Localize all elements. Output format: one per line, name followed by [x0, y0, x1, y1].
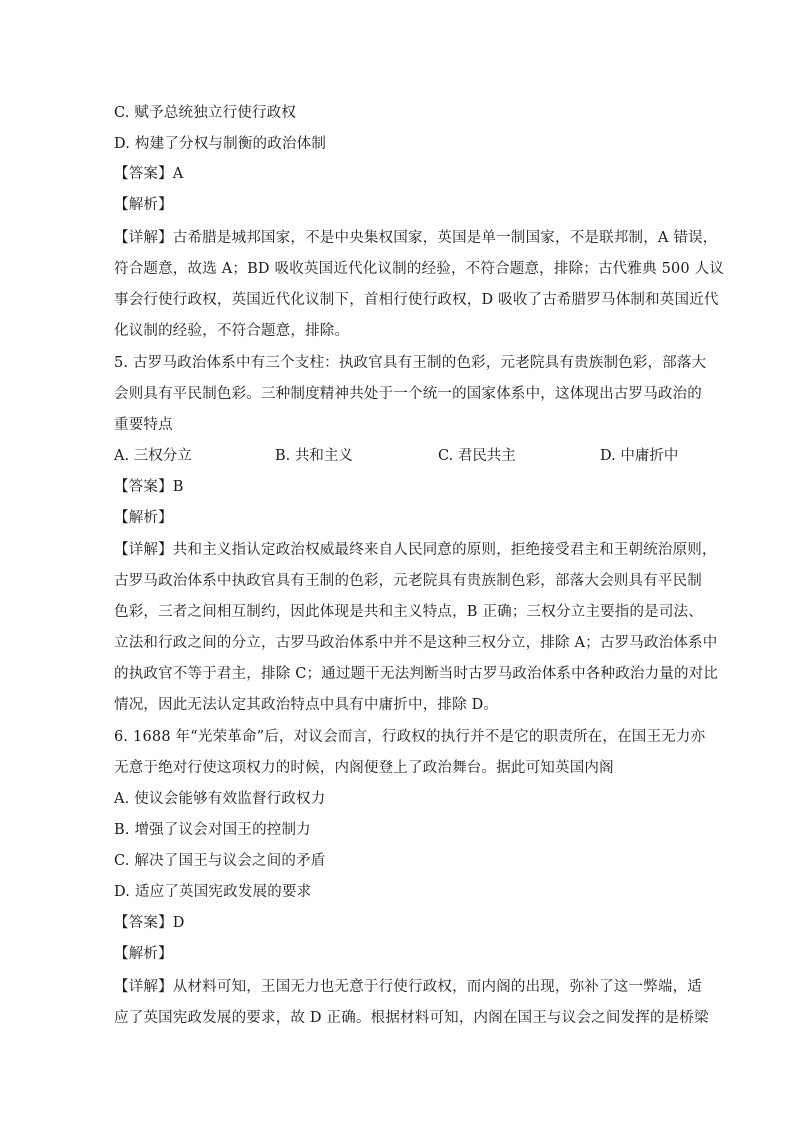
- q4-detail-line: 符合题意，故选 A；BD 吸收英国近代化议制的经验，不符合题意，排除；古代雅典 500 人议: [114, 261, 725, 277]
- q5-stem-line: 重要特点: [114, 417, 173, 433]
- q5-option-d: D. 中庸折中: [600, 448, 679, 464]
- q5-answer: 【答案】B: [114, 479, 184, 495]
- q4-detail-line: 【详解】古希腊是城邦国家，不是中央集权国家，英国是单一制国家，不是联邦制，A 错误，: [114, 230, 718, 246]
- q5-detail-line: 【详解】共和主义指认定政治权威最终来自人民同意的原则，拒绝接受君主和王朝统治原则，: [114, 542, 717, 558]
- q5-detail-line: 情况，因此无法认定其政治特点中具有中庸折中，排除 D。: [114, 697, 499, 713]
- q4-analysis-label: 【解析】: [114, 197, 173, 213]
- q5-option-a: A. 三权分立: [114, 448, 192, 464]
- q6-detail-line: 【详解】从材料可知，王国无力也无意于行使行政权，而内阁的出现，弥补了这一弊端，适: [114, 979, 702, 995]
- q5-stem-line: 5. 古罗马政治体系中有三个支柱：执政官具有王制的色彩，元老院具有贵族制色彩，部落大: [114, 355, 707, 371]
- q5-analysis-label: 【解析】: [114, 510, 173, 526]
- q4-answer: 【答案】A: [114, 166, 184, 182]
- q6-answer: 【答案】D: [114, 915, 185, 931]
- q6-analysis-label: 【解析】: [114, 946, 173, 962]
- q6-option-d: D. 适应了英国宪政发展的要求: [114, 884, 312, 900]
- q5-option-c: C. 君民共主: [438, 448, 516, 464]
- q4-detail-line: 化议制的经验，不符合题意，排除。: [114, 323, 350, 339]
- q4-detail-line: 事会行使行政权，英国近代化议制下，首相行使行政权，D 吸收了古希腊罗马体制和英国近代: [114, 292, 719, 308]
- q4-option-d: D. 构建了分权与制衡的政治体制: [114, 136, 327, 152]
- q5-stem-line: 会则具有平民制色彩。三种制度精神共处于一个统一的国家体系中，这体现出古罗马政治的: [114, 386, 702, 402]
- q5-detail-line: 色彩，三者之间相互制约，因此体现是共和主义特点，B 正确；三权分立主要指的是司法、: [114, 604, 703, 620]
- q6-option-a: A. 使议会能够有效监督行政权力: [114, 791, 326, 807]
- q6-stem-line: 6. 1688 年“光荣革命”后，对议会而言，行政权的执行并不是它的职责所在，在国王无力亦: [114, 729, 706, 745]
- q6-stem-line: 无意于绝对行使这项权力的时候，内阁便登上了政治舞台。据此可知英国内阁: [114, 760, 614, 776]
- q5-option-b: B. 共和主义: [275, 448, 353, 464]
- q6-option-b: B. 增强了议会对国王的控制力: [114, 822, 311, 838]
- q6-option-c: C. 解决了国王与议会之间的矛盾: [114, 853, 326, 869]
- q4-option-c: C. 赋予总统独立行使行政权: [114, 105, 297, 121]
- q5-detail-line: 古罗马政治体系中执政官具有王制的色彩，元老院具有贵族制色彩，部落大会则具有平民制: [114, 573, 702, 589]
- q5-detail-line: 的执政官不等于君主，排除 C；通过题干无法判断当时古罗马政治体系中各种政治力量的对比: [114, 666, 719, 682]
- q6-detail-line: 应了英国宪政发展的要求，故 D 正确。根据材料可知，内阁在国王与议会之间发挥的是桥梁: [114, 1010, 709, 1026]
- q5-detail-line: 立法和行政之间的分立，古罗马政治体系中并不是这种三权分立，排除 A；古罗马政治体系中: [114, 635, 718, 651]
